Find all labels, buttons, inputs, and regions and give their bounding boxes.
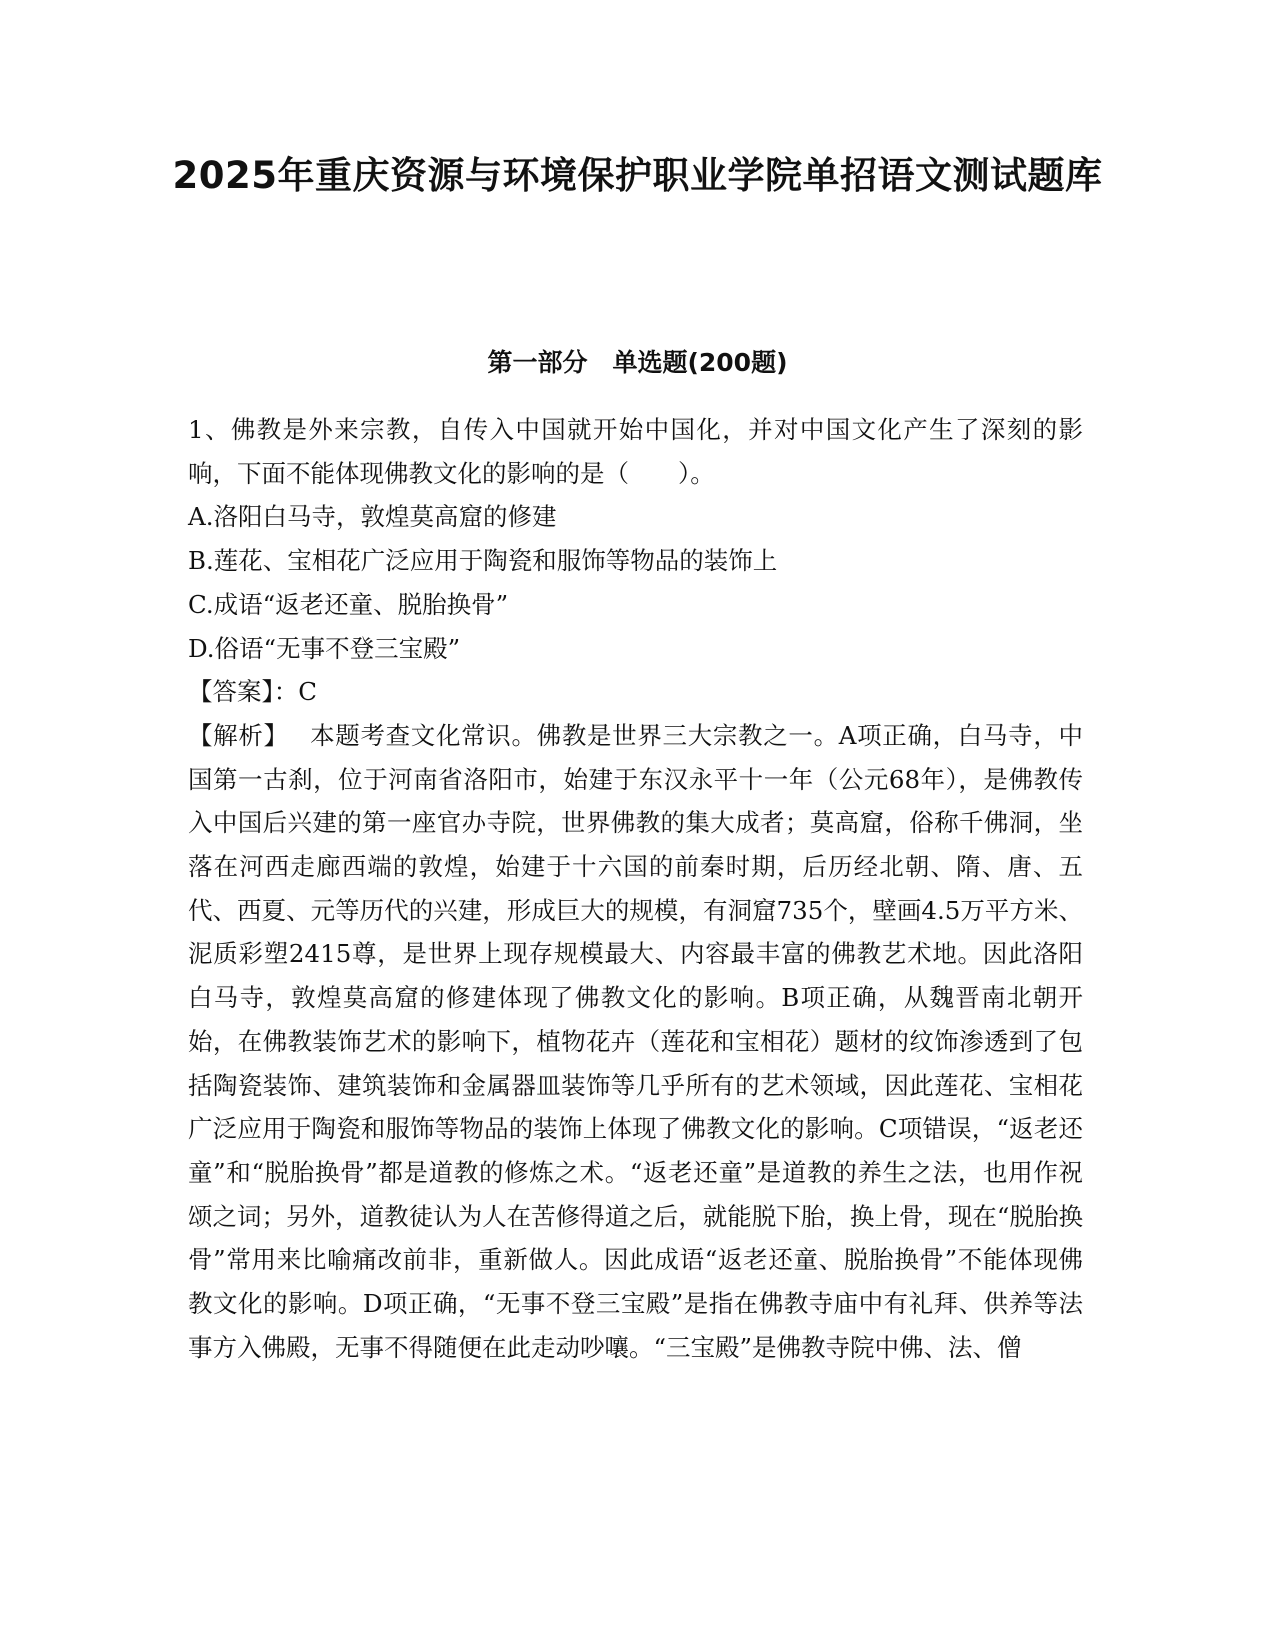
analysis-label: 【解析】 — [188, 720, 277, 750]
question-block — [188, 408, 1083, 1369]
analysis-paragraph — [188, 714, 1083, 1370]
option-a: A.洛阳白马寺，敦煌莫高窟的修建 — [188, 502, 557, 532]
analysis-text: 本题考查文化常识。佛教是世界三大宗教之一。A项正确，白马寺，中国第一古刹，位于河南省洛阳市，始建于东汉永平十一年（公元68年），是佛教传入中国后兴建的第一座官办寺院，世界佛教的集大成者；莫高窟，俗称千佛洞，坐落在河西走廊西端的敦煌，始建于十六国的前秦时期，后历经北朝、隋、唐、五代、西夏、元等历代的兴建，形成巨大的规模，有洞窟735个，壁画4.5万平方米、泥质彩塑2415尊，是世界上现存规模最大、内容最丰富的佛教艺术地。因此洛阳白马寺，敦煌莫高窟的修建体现了佛教文化的影响。B项正确，从魏晋南北朝开始，在佛教装饰艺术的影响下，植物花卉（莲花和宝相花）题材的纹饰渗透到了包括陶瓷装饰、建筑装饰和金属器皿装饰等几乎所有的艺术领域，因此莲花、宝相花广泛应用于陶瓷和服饰等物品的装饰上体现了佛教文化的影响。C项错误，“返老还童”和“脱胎换骨”都是道教的修炼之术。“返老还童”是道教的养生之法，也用作祝颂之词；另外，道教徒认为人在苦修得道之后，就能脱下胎，换上骨，现在“脱胎换骨”常用来比喻痛改前非，重新做人。因此成语“返老还童、脱胎换骨”不能体现佛教文化的影响。D项正确，“无事不登三宝殿”是指在佛教寺庙中有礼拜、供养等法事方入佛殿，无事不得随便在此走动吵嚷。“三宝殿”是佛教寺院中佛、法、僧 — [188, 720, 1083, 1362]
question-stem: 1、佛教是外来宗教，自传入中国就开始中国化，并对中国文化产生了深刻的影响，下面不能体现佛教文化的影响的是（ ）。 — [188, 415, 1083, 488]
option-c: C.成语“返老还童、脱胎换骨” — [188, 589, 509, 619]
answer-label: 【答案】： — [188, 677, 299, 707]
option-b: B.莲花、宝相花广泛应用于陶瓷和服饰等物品的装饰上 — [188, 546, 778, 576]
document-title: 2025年重庆资源与环境保护职业学院单招语文测试题库 — [172, 154, 1103, 197]
section-heading: 第一部分 单选题(200题) — [487, 348, 788, 377]
answer-value: C — [298, 677, 317, 707]
answer-line — [188, 670, 1083, 714]
option-d: D.俗语“无事不登三宝殿” — [188, 633, 461, 663]
